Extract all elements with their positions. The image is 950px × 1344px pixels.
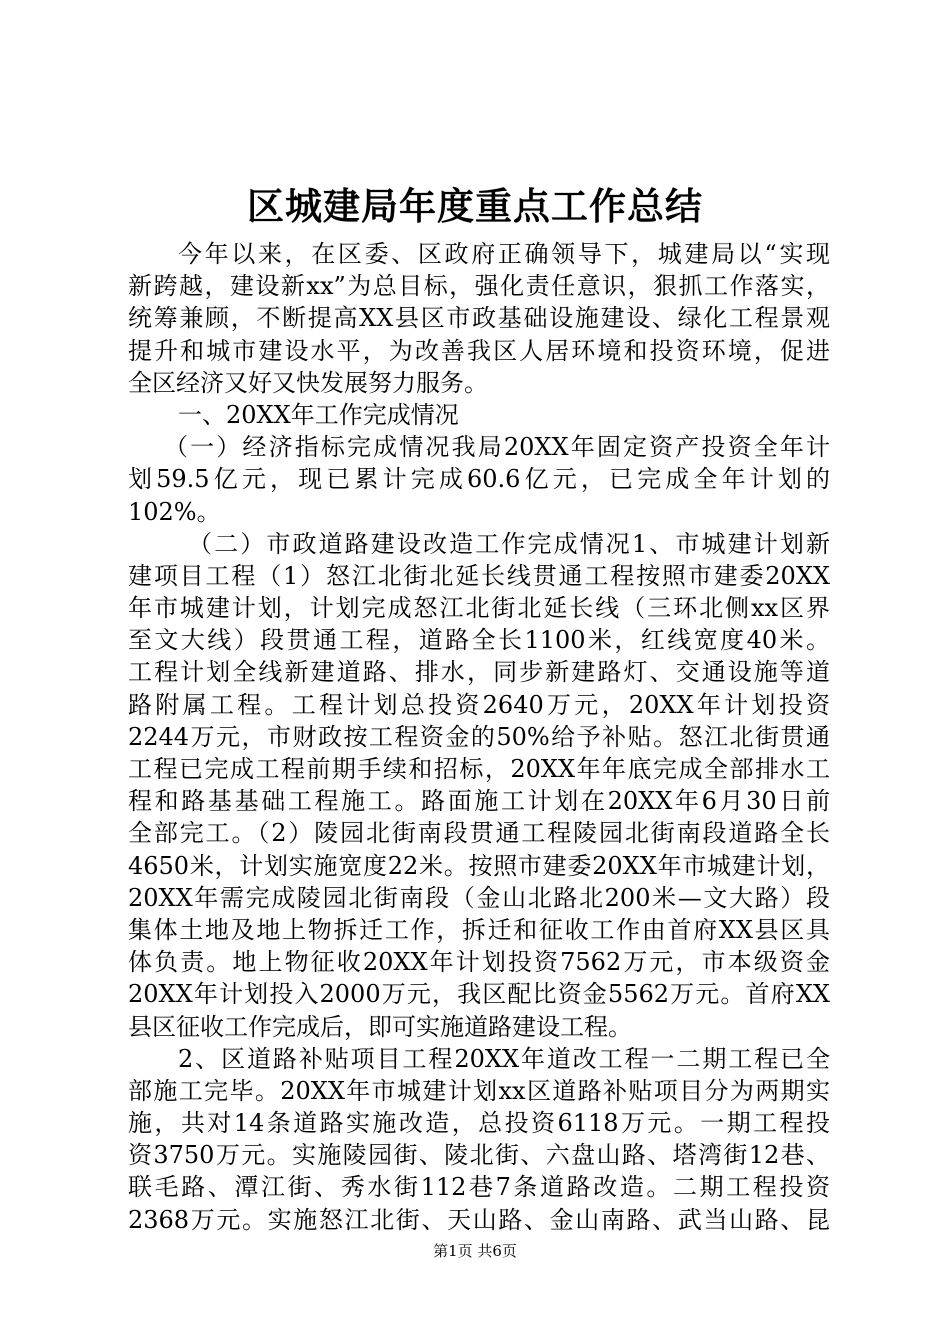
paragraph-line: 新跨越，建设新xx”为总目标，强化责任意识，狠抓工作落实， xyxy=(128,272,830,301)
paragraph-line: 102%。 xyxy=(128,497,221,526)
paragraph-line: 建项目工程（1）怒江北街北延长线贯通工程按照市建委20XX xyxy=(128,561,830,590)
paragraph-line: 工程已完成工程前期手续和招标，20XX年年底完成全部排水工 xyxy=(128,755,830,783)
paragraph-line: 联毛路、潭江街、秀水街112巷7条道路改造。二期工程投资 xyxy=(128,1173,830,1202)
paragraph-line: 4650米，计划实施宽度22米。按照市建委20XX年市城建计划， xyxy=(128,851,830,880)
paragraph-line: 工程计划全线新建道路、排水，同步新建路灯、交通设施等道 xyxy=(128,658,830,687)
paragraph-line: 资3750万元。实施陵园街、陵北街、六盘山路、塔湾街12巷、 xyxy=(128,1141,830,1170)
paragraph-line: 2244万元，市财政按工程资金的50%给予补贴。怒江北街贯通 xyxy=(128,722,830,751)
paragraph-line: （一）经济指标完成情况我局20XX年固定资产投资全年计 xyxy=(164,433,830,462)
paragraph-line: 路附属工程。工程计划总投资2640万元，20XX年计划投资 xyxy=(128,690,830,719)
paragraph-line: 今年以来，在区委、区政府正确领导下，城建局以“实现 xyxy=(178,240,830,268)
paragraph-line: 年市城建计划，计划完成怒江北街北延长线（三环北侧xx区界 xyxy=(128,594,830,623)
paragraph-line: 全区经济又好又快发展努力服务。 xyxy=(128,368,488,397)
paragraph-line: 20XX年计划投入2000万元，我区配比资金5562万元。首府XX xyxy=(128,980,830,1009)
document-title: 区城建局年度重点工作总结 xyxy=(247,185,703,228)
page-number-footer: 第1页 共6页 xyxy=(433,1242,517,1260)
paragraph-line: 施，共对14条道路实施改造，总投资6118万元。一期工程投 xyxy=(128,1109,830,1138)
paragraph-line: 20XX年需完成陵园北街南段（金山北路北200米—文大路）段 xyxy=(128,883,830,912)
paragraph-line: （二）市政道路建设改造工作完成情况1、市城建计划新 xyxy=(188,529,830,558)
paragraph-line: 提升和城市建设水平，为改善我区人居环境和投资环境，促进 xyxy=(128,336,830,365)
paragraph-line: 体负责。地上物征收20XX年计划投资7562万元，市本级资金 xyxy=(128,948,830,977)
paragraph-line: 划59.5亿元，现已累计完成60.6亿元，已完成全年计划的 xyxy=(128,465,830,494)
section-heading: 一、20XX年工作完成情况 xyxy=(178,400,459,429)
paragraph-line: 部施工完毕。20XX年市城建计划xx区道路补贴项目分为两期实 xyxy=(128,1076,830,1105)
document-body xyxy=(128,238,830,1236)
paragraph-line: 统筹兼顾，不断提高XX县区市政基础设施建设、绿化工程景观 xyxy=(128,304,830,333)
paragraph-line: 至文大线）段贯通工程，道路全长1100米，红线宽度40米。 xyxy=(128,626,830,655)
paragraph-line: 县区征收工作完成后，即可实施道路建设工程。 xyxy=(128,1012,632,1041)
paragraph-line: 2368万元。实施怒江北街、天山路、金山南路、武当山路、昆 xyxy=(128,1205,830,1234)
paragraph-line: 全部完工。（2）陵园北街南段贯通工程陵园北街南段道路全长 xyxy=(128,819,830,848)
paragraph-line: 程和路基基础工程施工。路面施工计划在20XX年6月30日前 xyxy=(128,787,830,816)
paragraph-line: 2、区道路补贴项目工程20XX年道改工程一二期工程已全 xyxy=(178,1044,830,1073)
paragraph-line: 集体土地及地上物拆迁工作，拆迁和征收工作由首府XX县区具 xyxy=(128,915,830,944)
